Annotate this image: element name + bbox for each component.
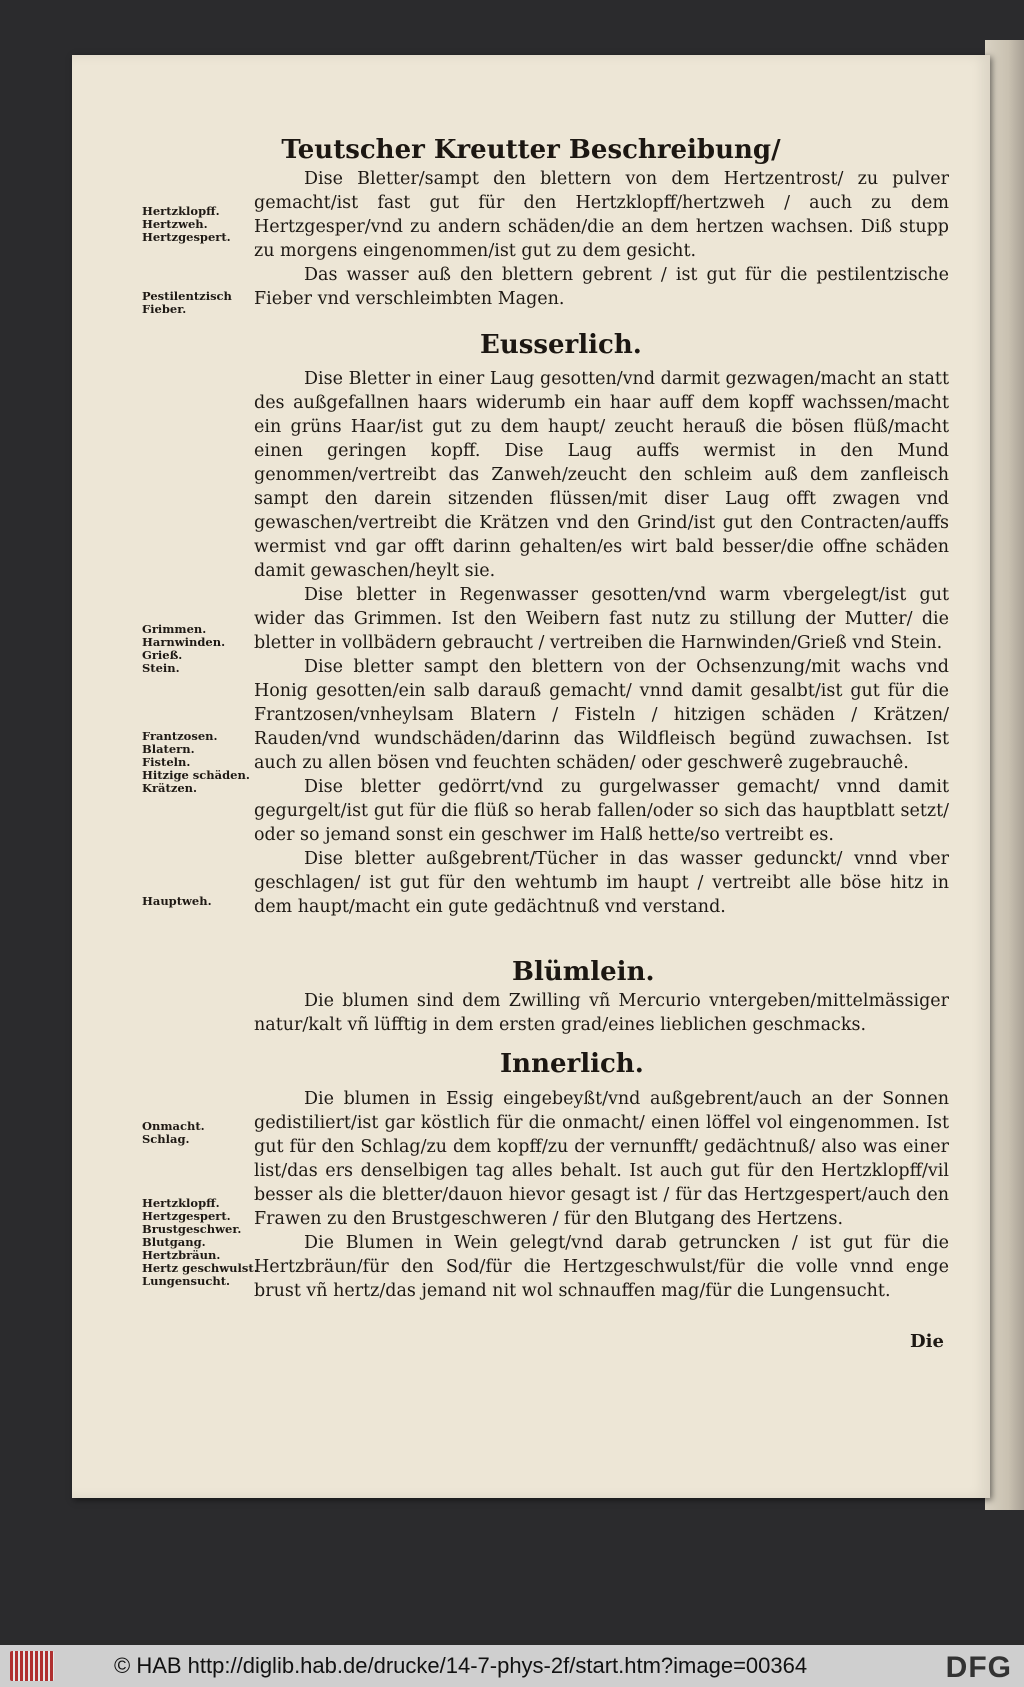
paragraph: Dise bletter außgebrent/Tücher in das wasser gedunckt/ vnnd vber geschlagen/ ist gut für den wehtumb im haupt / vertreibt alle böse hitz in dem haupt/macht ein gute gedächtnuß vnd verstand. — [254, 849, 949, 917]
marginal-note-1 — [142, 205, 257, 244]
book-page — [72, 55, 990, 1498]
marginal-line: Blatern. — [142, 742, 195, 756]
marginal-line: Fisteln. — [142, 755, 191, 769]
paragraph: Dise bletter in Regenwasser gesotten/vnd warm vbergelegt/ist gut wider das Grimmen. Ist den Weibern fast nutz zu stillung der Mutter/ die bletter in vollbädern gebraucht / vertreiben die Harnwinden/Grieß vnd Stein. — [254, 585, 949, 653]
text-block-4 — [254, 1087, 949, 1303]
marginal-line: Hertzklopff. — [142, 204, 220, 218]
marginal-note-3 — [142, 623, 257, 675]
marginal-line: Hauptweh. — [142, 894, 212, 908]
marginal-line: Stein. — [142, 661, 180, 675]
hab-logo-icon — [10, 1651, 54, 1681]
marginal-note-6 — [142, 1120, 257, 1146]
dfg-logo: DFG — [945, 1651, 1012, 1684]
marginal-line: Pestilentzisch — [142, 289, 232, 303]
text-block-2 — [254, 367, 949, 919]
marginal-line: Krätzen. — [142, 781, 198, 795]
marginal-line: Hertzgespert. — [142, 230, 231, 244]
marginal-line: Schlag. — [142, 1132, 190, 1146]
marginal-line: Harnwinden. — [142, 635, 226, 649]
marginal-line: Grieß. — [142, 648, 183, 662]
marginal-line: Blutgang. — [142, 1235, 206, 1249]
marginal-line: Hitzige schäden. — [142, 768, 250, 782]
text-block-1 — [254, 167, 949, 311]
paragraph: Dise bletter gedörrt/vnd zu gurgelwasser gemacht/ vnnd damit gegurgelt/ist gut für die flüß so herab fallen/oder so sich das hauptblatt setzt/ oder so jemand sonst ein geschwer im Halß hette/so vertreibt es. — [254, 777, 949, 845]
footer-bar — [0, 1645, 1024, 1687]
footer-credit: © HAB http://diglib.hab.de/drucke/14-7-phys-2f/start.htm?image=00364 — [114, 1653, 808, 1678]
paragraph: Dise Bletter/sampt den blettern von dem Hertzentrost/ zu pulver gemacht/ist fast gut für den Hertzklopff/hertzweh / auch zu dem Hertzgesper/vnd zu andern schäden/die an dem hertzen wachsen. Diß stupp zu morgens eingenommen/ist gut zu dem gesicht. — [254, 169, 949, 261]
marginal-note-5 — [142, 895, 257, 908]
marginal-line: Grimmen. — [142, 622, 207, 636]
marginal-note-2 — [142, 290, 257, 316]
paragraph: Die blumen in Essig eingebeyßt/vnd außgebrent/auch an der Sonnen gedistiliert/ist gar köstlich für die onmacht/ einen löffel vol eingenommen. Ist gut für den Schlag/zu dem kopff/zu der vernunfft/ gedächtnuß/ also was einer list/das ers denselbigen tag alles behalt. Ist auch gut für den Hertzklopff/vil besser als die bletter/dauon hievor gesagt ist / für das Hertzgespert/auch den Frawen zu den Brustgeschweren / für den Blutgang des Hertzens. — [254, 1089, 949, 1229]
text-block-3 — [254, 989, 949, 1037]
paragraph: Dise Bletter in einer Laug gesotten/vnd darmit gezwagen/macht an statt des außgefallnen haars widerumb ein haar auff dem kopff wachssen/macht ein grüns Haar/ist gut zu dem haupt/ zeucht herauß die bösen flüß/macht einen geringen kopff. Dise Laug auffs wermist in den Mund genommen/vertreibt das Zanweh/zeucht den schleim auß dem zanfleisch sampt den darein sitzenden flüssen/mit diser Laug offt zwagen vnd gewaschen/vertreibt die Krätzen vnd den Grind/ist gut den Contracten/auffs wermist vnd gar offt darinn gehalten/es wirt bald besser/die offne schäden damit gewaschen/heylt sie. — [254, 369, 949, 581]
marginal-line: Onmacht. — [142, 1119, 205, 1133]
marginal-line: Hertzbräun. — [142, 1248, 221, 1262]
page-edge — [985, 40, 1024, 1510]
marginal-line: Brustgeschwer. — [142, 1222, 242, 1236]
marginal-line: Lungensucht. — [142, 1274, 231, 1288]
catchword: Die — [910, 1331, 944, 1352]
paragraph: Dise bletter sampt den blettern von der Ochsenzung/mit wachs vnd Honig gesotten/ein salb darauß gemacht/ vnnd damit gesalbt/ist gut für die Frantzosen/vnheylsam Blatern / Fisteln / hitzigen schäden / Krätzen/ Rauden/vnd wundschäden/darinn das Wildfleisch begünd zuwachsen. Ist auch zu allen bösen vnd feuchten schäden/ oder geschwerê zugebrauchê. — [254, 657, 949, 773]
marginal-line: Hertzgespert. — [142, 1209, 231, 1223]
section-title-bluemlein: Blümlein. — [512, 957, 655, 987]
marginal-note-7 — [142, 1197, 257, 1288]
running-title: Teutscher Kreutter Beschreibung/ — [281, 135, 781, 165]
marginal-line: Frantzosen. — [142, 729, 218, 743]
marginal-note-4 — [142, 730, 257, 795]
paragraph: Die blumen sind dem Zwilling vñ Mercurio vntergeben/mittelmässiger natur/kalt vñ lüfftig in dem ersten grad/eines lieblichen geschmacks. — [254, 991, 949, 1035]
marginal-line: Hertzweh. — [142, 217, 208, 231]
section-title-eusserlich: Eusserlich. — [480, 330, 642, 360]
section-title-innerlich: Innerlich. — [500, 1049, 644, 1079]
marginal-line: Fieber. — [142, 302, 187, 316]
marginal-line: Hertz geschwulst. — [142, 1261, 258, 1275]
marginal-line: Hertzklopff. — [142, 1196, 220, 1210]
paragraph: Das wasser auß den blettern gebrent / ist gut für die pestilentzische Fieber vnd verschleimbten Magen. — [254, 265, 949, 309]
paragraph: Die Blumen in Wein gelegt/vnd darab getruncken / ist gut für die Hertzbräun/für den Sod/für die Hertzgeschwulst/für die volle vnnd enge brust vñ hertz/das jemand nit wol schnauffen mag/für die Lungensucht. — [254, 1233, 949, 1301]
